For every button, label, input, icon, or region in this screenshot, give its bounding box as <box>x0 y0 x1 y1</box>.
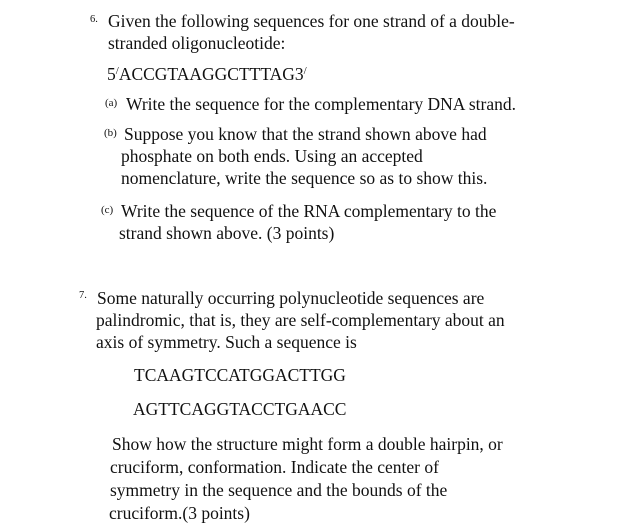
q6b-line2: phosphate on both ends. Using an accepted <box>121 146 423 166</box>
q6-seq-prime: / <box>115 65 119 77</box>
q6-text-line2: stranded oligonucleotide: <box>108 33 286 53</box>
q7-number: 7. <box>79 290 87 301</box>
q6-seq-five: 5 <box>107 64 116 84</box>
q6b-line3: nomenclature, write the sequence so as to show this. <box>121 168 488 188</box>
q7-sequence-2: AGTTCAGGTACCTGAACC <box>133 399 347 419</box>
q7-task-line1: Show how the structure might form a double hairpin, or <box>112 434 503 454</box>
q7-task-line4: cruciform.(3 points) <box>109 503 250 523</box>
q6a-text: Write the sequence for the complementary DNA strand. <box>126 94 516 114</box>
q6-seq-body: ACCGTAAGGCTTTAG3 <box>118 64 304 84</box>
q6-seq-end-prime: / <box>303 65 307 77</box>
q6c-line1: Write the sequence of the RNA complementary to the <box>121 201 497 221</box>
q7-sequence-1: TCAAGTCCATGGACTTGG <box>134 365 346 385</box>
q6-text-line1: Given the following sequences for one strand of a double- <box>108 11 515 31</box>
q7-line1: Some naturally occurring polynucleotide sequences are <box>97 288 485 308</box>
q6-sequence <box>107 63 307 85</box>
q7-task-line3: symmetry in the sequence and the bounds of the <box>110 480 448 500</box>
q7-line3: axis of symmetry. Such a sequence is <box>96 332 357 352</box>
q6c-label: (c) <box>101 204 114 216</box>
q6c-line2: strand shown above. (3 points) <box>119 223 335 243</box>
q7-task-line2: cruciform, conformation. Indicate the center of <box>110 457 439 477</box>
q6-number: 6. <box>90 14 98 25</box>
q6b-label: (b) <box>104 127 117 139</box>
q6a-label: (a) <box>105 97 118 109</box>
q7-line2: palindromic, that is, they are self-complementary about an <box>96 310 505 330</box>
q6b-line1: Suppose you know that the strand shown above had <box>124 124 487 144</box>
